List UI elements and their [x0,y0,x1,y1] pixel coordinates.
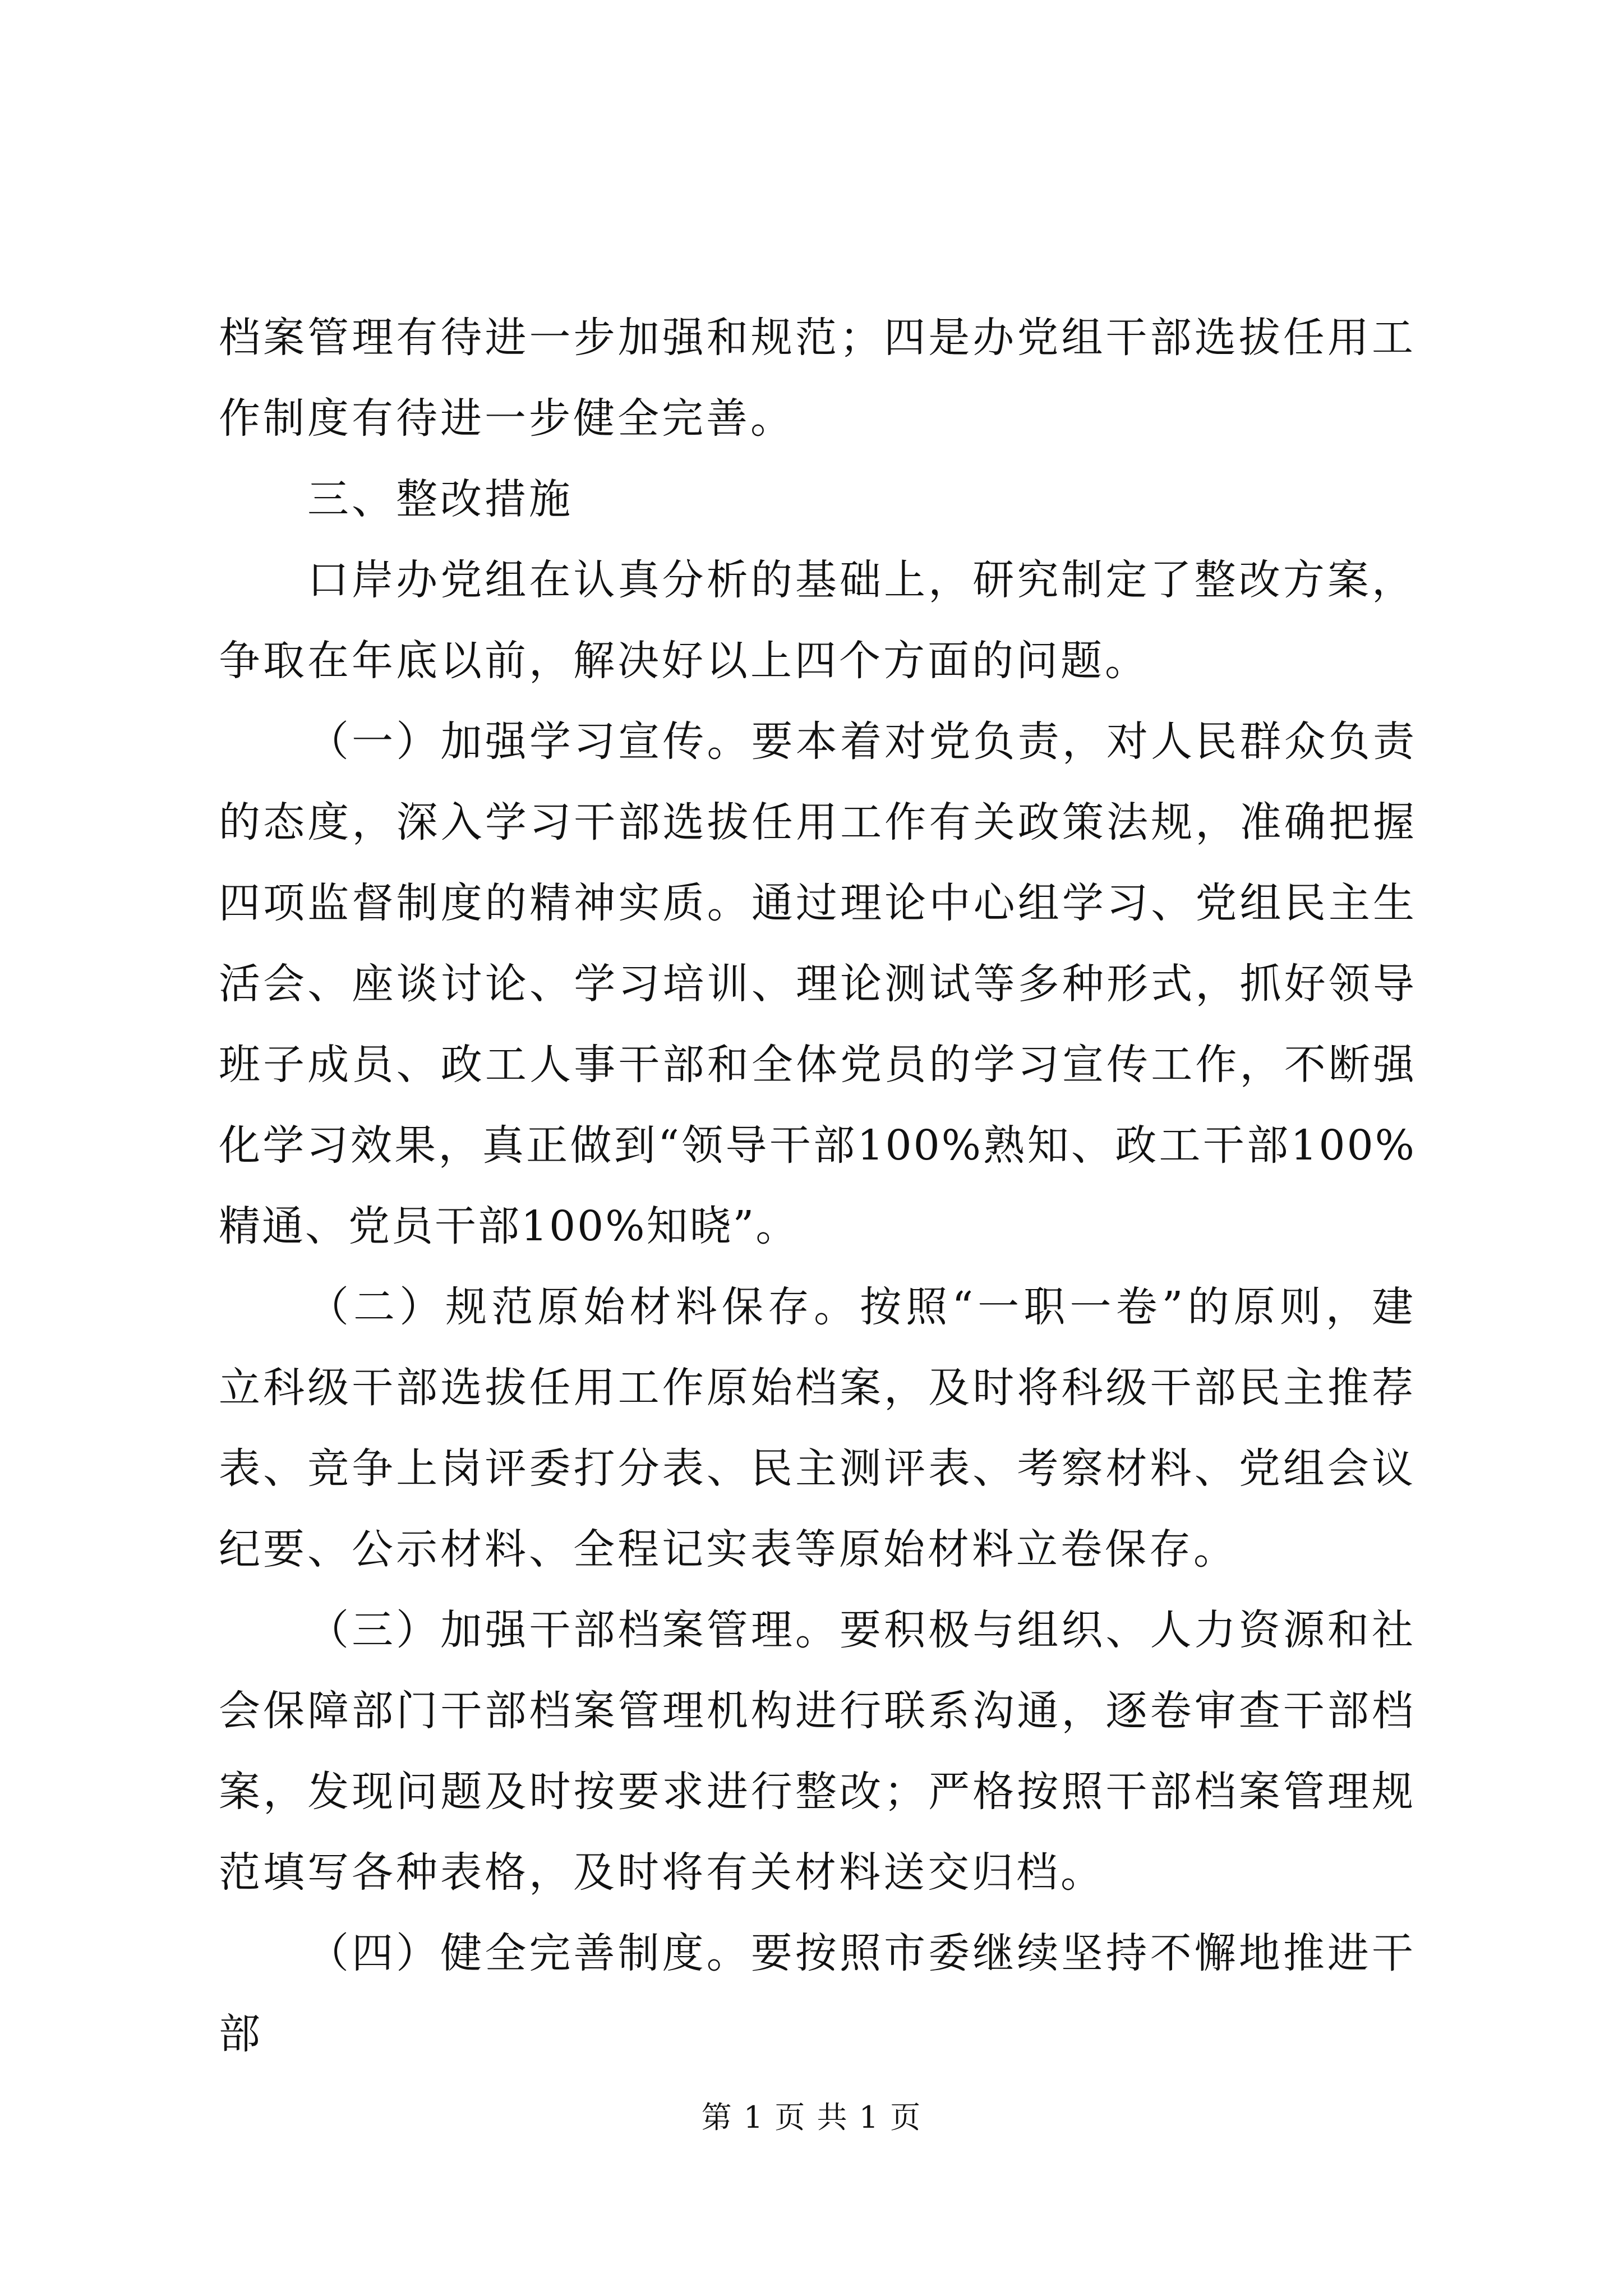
paragraph-item-2: （二）规范原始材料保存。按照“一职一卷”的原则，建立科级干部选拔任用工作原始档案，及时将科级干部民主推荐表、竞争上岗评委打分表、民主测评表、考察材料、党组会议纪要、公示材料、全程记实表等原始材料立卷保存。 [219,1283,1416,1573]
paragraph-intro: 口岸办党组在认真分析的基础上，研究制定了整改方案，争取在年底以前，解决好以上四个方面的问题。 [219,556,1416,685]
section-heading: 三、整改措施 [307,475,573,523]
paragraph-item-4: （四）健全完善制度。要按照市委继续坚持不懈地推进干部 [219,1929,1416,2058]
paragraph-continuation: 档案管理有待进一步加强和规范；四是办党组干部选拔任用工作制度有待进一步健全完善。 [219,314,1416,443]
document-body [219,297,1416,2074]
page-footer: 第 1 页 共 1 页 [701,2100,922,2135]
paragraph-item-1: （一）加强学习宣传。要本着对党负责，对人民群众负责的态度，深入学习干部选拔任用工作有关政策法规，准确把握四项监督制度的精神实质。通过理论中心组学习、党组民主生活会、座谈讨论、学习培训、理论测试等多种形式，抓好领导班子成员、政工人事干部和全体党员的学习宣传工作，不断强化学习效果，真正做到“领导干部100%熟知、政工干部100%精通、党员干部100%知晓”。 [219,717,1416,1250]
paragraph-item-3: （三）加强干部档案管理。要积极与组织、人力资源和社会保障部门干部档案管理机构进行联系沟通，逐卷审查干部档案，发现问题及时按要求进行整改；严格按照干部档案管理规范填写各种表格，及时将有关材料送交归档。 [219,1606,1416,1897]
